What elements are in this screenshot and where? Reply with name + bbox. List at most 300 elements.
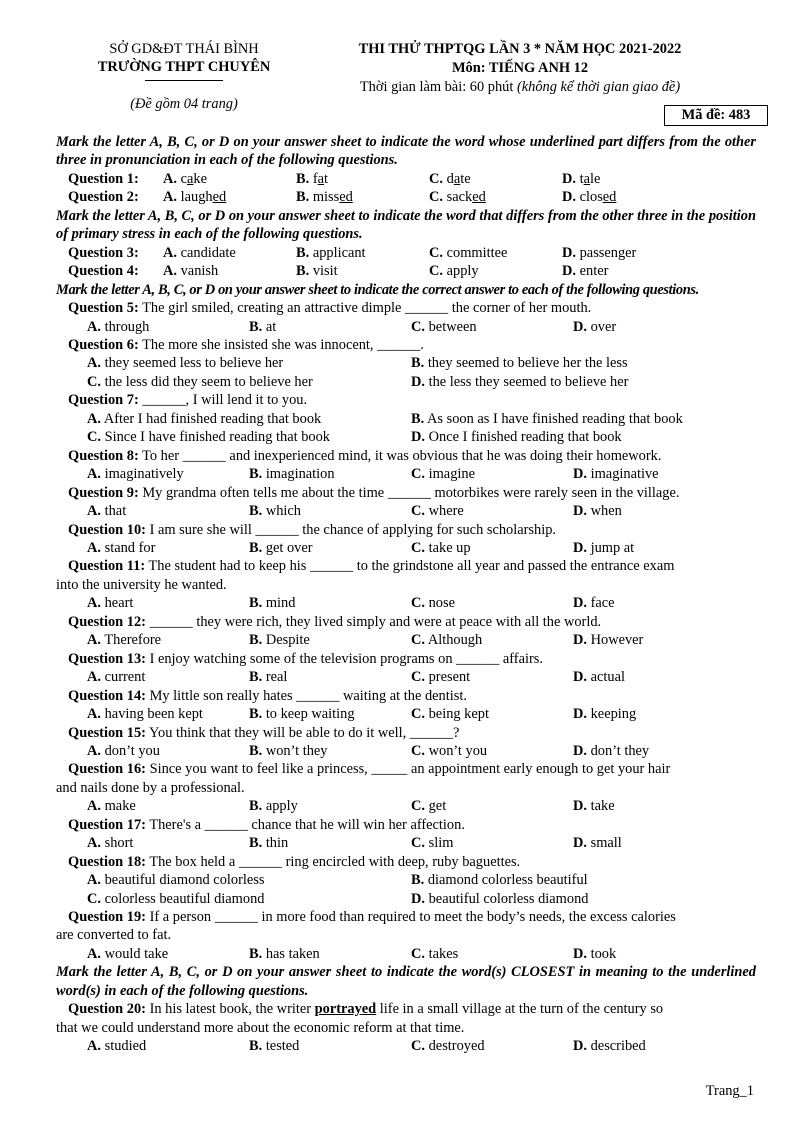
option-text: being kept xyxy=(428,706,489,723)
option-c[interactable] xyxy=(411,502,573,520)
option-c[interactable] xyxy=(429,188,562,206)
underlined-part: a xyxy=(317,170,324,187)
option-d[interactable] xyxy=(573,539,634,557)
question-9 xyxy=(56,484,756,521)
option-letter: C. xyxy=(411,595,425,612)
option-letter: B. xyxy=(296,263,310,280)
answer-options xyxy=(56,668,756,686)
question-18 xyxy=(56,853,756,908)
option-b[interactable] xyxy=(249,539,411,557)
option-letter: A. xyxy=(87,798,101,815)
option-text: real xyxy=(265,669,288,686)
option-c[interactable] xyxy=(411,594,573,612)
option-a[interactable] xyxy=(163,170,296,188)
question-text: ______ they were rich, they lived simply and were at peace with all the world. xyxy=(149,613,602,630)
option-a[interactable] xyxy=(87,945,249,963)
option-text: visit xyxy=(312,263,338,280)
option-d[interactable] xyxy=(573,797,615,815)
option-letter: B. xyxy=(411,410,425,427)
option-text: present xyxy=(428,669,471,686)
instruction-pronunciation: Mark the letter A, B, C, or D on your answer sheet to indicate the word whose underlined part differs from the other three in pronunciation in each of the following questions. xyxy=(56,134,756,169)
option-a[interactable] xyxy=(87,465,249,483)
question-3 xyxy=(56,244,756,262)
underlined-part: ed xyxy=(339,189,353,206)
option-a[interactable] xyxy=(163,262,296,280)
option-letter: C. xyxy=(429,170,443,187)
question-text: My grandma often tells me about the time ______ motorbikes were rarely seen in the village. xyxy=(142,484,680,501)
option-letter: B. xyxy=(249,669,263,686)
option-letter: A. xyxy=(163,189,177,206)
question-label: Question 18: xyxy=(68,853,146,870)
question-13 xyxy=(56,650,756,687)
option-letter: B. xyxy=(249,632,263,649)
option-a[interactable] xyxy=(87,668,249,686)
question-stem xyxy=(56,336,756,354)
question-label: Question 20: xyxy=(68,1001,146,1018)
option-d[interactable] xyxy=(573,631,643,649)
question-19 xyxy=(56,908,756,963)
option-text: applicant xyxy=(312,244,366,261)
option-letter: B. xyxy=(249,835,263,852)
option-b[interactable] xyxy=(296,170,429,188)
option-letter: D. xyxy=(573,595,587,612)
answer-options xyxy=(56,502,756,520)
question-label: Question 15: xyxy=(68,724,146,741)
option-a[interactable] xyxy=(87,594,249,612)
option-text: After I had finished reading that book xyxy=(103,410,322,427)
option-a[interactable] xyxy=(87,354,411,372)
option-text-end: le xyxy=(590,170,601,187)
question-stem: Question 20: In his latest book, the writer portrayed life in a small village at the turn of the century so xyxy=(68,1001,664,1018)
option-a[interactable] xyxy=(87,742,249,760)
option-text: would take xyxy=(104,945,169,962)
option-text: short xyxy=(104,835,134,852)
option-b[interactable]: B. tested xyxy=(249,1038,300,1055)
option-text: don’t they xyxy=(590,742,650,759)
instruction-correct-answer: Mark the letter A, B, C, or D on your answer sheet to indicate the correct answer to each of the following questions. xyxy=(56,281,699,298)
question-label: Question 14: xyxy=(68,687,146,704)
option-text: heart xyxy=(104,595,134,612)
option-text-end: te xyxy=(460,170,471,187)
option-d[interactable] xyxy=(573,502,622,520)
question-text: To her ______ and inexperienced mind, it was obvious that he was doing their homework. xyxy=(142,447,662,464)
answer-options xyxy=(56,705,756,723)
question-stem xyxy=(56,687,756,705)
option-b[interactable] xyxy=(249,705,411,723)
option-letter: B. xyxy=(411,355,425,372)
question-label: Question 11: xyxy=(68,558,146,575)
option-letter: C. xyxy=(411,835,425,852)
option-d[interactable] xyxy=(562,188,695,206)
option-letter: B. xyxy=(249,595,263,612)
instruction-closest-meaning: Mark the letter A, B, C, or D on your answer sheet to indicate the word(s) CLOSEST in meaning to the underlined word(s) in each of the following questions. xyxy=(56,964,756,999)
option-letter: C. xyxy=(429,189,443,206)
question-text: I enjoy watching some of the television programs on ______ affairs. xyxy=(149,650,543,667)
option-b[interactable] xyxy=(249,502,411,520)
option-letter: D. xyxy=(573,539,587,556)
option-letter: A. xyxy=(163,263,177,280)
answer-options xyxy=(56,465,756,483)
option-a[interactable] xyxy=(87,797,249,815)
answer-options-row xyxy=(56,871,756,889)
option-text: takes xyxy=(428,945,459,962)
option-letter: C. xyxy=(411,945,425,962)
option-d[interactable] xyxy=(573,945,616,963)
question-text: The student had to keep his ______ to the grindstone all year and passed the entrance exam xyxy=(148,558,675,575)
option-d[interactable] xyxy=(573,594,615,612)
option-letter: C. xyxy=(87,890,101,907)
option-b[interactable] xyxy=(249,945,411,963)
option-c[interactable] xyxy=(411,318,573,336)
multiple-choice-questions xyxy=(56,299,756,963)
option-text: where xyxy=(428,503,464,520)
option-d[interactable] xyxy=(573,465,659,483)
option-text: vanish xyxy=(180,263,219,280)
header-right xyxy=(320,40,720,97)
option-letter: A. xyxy=(87,539,101,556)
option-text: take xyxy=(590,798,615,815)
option-d[interactable] xyxy=(411,373,735,391)
option-c[interactable] xyxy=(411,631,573,649)
option-text: won’t they xyxy=(265,742,328,759)
option-c[interactable] xyxy=(87,890,411,908)
option-letter: B. xyxy=(249,318,263,335)
option-letter: A. xyxy=(87,706,101,723)
option-d[interactable] xyxy=(573,705,636,723)
option-text-start: t xyxy=(579,170,584,187)
question-8 xyxy=(56,447,756,484)
option-text: keeping xyxy=(590,706,637,723)
department-name: SỞ GD&ĐT THÁI BÌNH xyxy=(109,41,259,57)
option-text: the less did they seem to believe her xyxy=(104,373,313,390)
option-a[interactable] xyxy=(87,410,411,428)
option-c[interactable] xyxy=(87,428,411,446)
option-text: face xyxy=(590,595,615,612)
option-letter: D. xyxy=(573,742,587,759)
option-b[interactable] xyxy=(296,262,429,280)
question-stem xyxy=(56,853,756,871)
school-name: TRƯỜNG THPT CHUYÊN xyxy=(97,59,271,75)
question-10 xyxy=(56,521,756,558)
option-c[interactable] xyxy=(429,244,562,262)
question-stem-continued: are converted to fat. xyxy=(56,927,172,944)
question-stem-continued: and nails done by a professional. xyxy=(56,779,245,796)
question-label: Question 17: xyxy=(68,816,146,833)
question-label: Question 12: xyxy=(68,613,146,630)
question-text: If a person ______ in more food than required to meet the body’s needs, the excess calories xyxy=(149,909,676,926)
option-c[interactable] xyxy=(411,834,573,852)
option-text: imaginative xyxy=(590,466,659,483)
option-d[interactable] xyxy=(562,262,695,280)
option-letter: A. xyxy=(87,595,101,612)
answer-options xyxy=(56,945,756,963)
option-text: at xyxy=(265,318,277,335)
pages-note: (Đề gồm 04 trang) xyxy=(130,96,238,112)
option-d[interactable] xyxy=(411,890,735,908)
option-letter: C. xyxy=(411,466,425,483)
option-c[interactable] xyxy=(411,668,573,686)
option-text: Since I have finished reading that book xyxy=(104,429,330,446)
option-d[interactable] xyxy=(573,318,616,336)
option-text: imagination xyxy=(265,466,335,483)
option-text: don’t you xyxy=(104,742,160,759)
underlined-part: ed xyxy=(472,189,486,206)
question-label: Question 7: xyxy=(68,392,139,409)
option-letter: C. xyxy=(411,742,425,759)
question-label: Question 1: xyxy=(68,170,139,187)
underlined-part: ed xyxy=(212,189,227,206)
option-b[interactable] xyxy=(249,318,411,336)
option-letter: C. xyxy=(87,429,101,446)
answer-options xyxy=(56,594,756,612)
answer-options xyxy=(56,1037,756,1055)
option-letter: B. xyxy=(249,945,263,962)
question-2 xyxy=(56,188,756,206)
option-c[interactable] xyxy=(411,539,573,557)
question-stem xyxy=(56,447,756,465)
exam-code-box: Mã đề: 483 xyxy=(664,105,768,126)
option-c[interactable] xyxy=(411,742,573,760)
answer-options-row xyxy=(56,410,756,428)
option-c[interactable] xyxy=(411,797,573,815)
option-b[interactable] xyxy=(296,188,429,206)
option-b[interactable] xyxy=(249,668,411,686)
option-a[interactable] xyxy=(87,871,411,889)
option-letter: B. xyxy=(249,503,263,520)
option-a[interactable] xyxy=(87,705,249,723)
option-letter: B. xyxy=(411,872,425,889)
option-text: get over xyxy=(265,539,313,556)
option-text: having been kept xyxy=(104,706,203,723)
option-letter: D. xyxy=(573,669,587,686)
option-letter: D. xyxy=(573,706,587,723)
question-label: Question 8: xyxy=(68,447,139,464)
option-d[interactable] xyxy=(573,742,649,760)
option-d[interactable] xyxy=(573,668,625,686)
option-letter: B. xyxy=(249,706,263,723)
option-letter: D. xyxy=(573,466,587,483)
option-text: Although xyxy=(427,632,483,649)
option-letter: A. xyxy=(87,632,101,649)
question-stem xyxy=(56,391,756,409)
option-a[interactable] xyxy=(87,318,249,336)
option-text: that xyxy=(104,503,127,520)
keyword-underlined: portrayed xyxy=(314,1001,377,1018)
question-17 xyxy=(56,816,756,853)
option-a[interactable] xyxy=(163,244,296,262)
option-text-start: f xyxy=(312,170,318,187)
option-c[interactable] xyxy=(429,170,562,188)
option-text: beautiful diamond colorless xyxy=(104,872,265,889)
option-text: However xyxy=(590,632,644,649)
exam-subject: Môn: TIẾNG ANH 12 xyxy=(451,60,589,76)
option-letter: A. xyxy=(87,355,101,372)
option-letter: C. xyxy=(429,244,443,261)
option-a[interactable] xyxy=(87,502,249,520)
option-letter: D. xyxy=(411,429,425,446)
option-d[interactable] xyxy=(411,428,735,446)
question-15 xyxy=(56,724,756,761)
option-text: jump at xyxy=(590,539,635,556)
option-a[interactable] xyxy=(87,539,249,557)
header-divider xyxy=(145,80,223,81)
option-text: apply xyxy=(446,263,479,280)
question-label: Question 13: xyxy=(68,650,146,667)
question-text: My little son really hates ______ waiting at the dentist. xyxy=(149,687,467,704)
answer-options xyxy=(56,742,756,760)
option-letter: B. xyxy=(249,466,263,483)
option-letter: B. xyxy=(296,170,310,187)
option-letter: C. xyxy=(411,632,425,649)
option-letter: D. xyxy=(411,373,425,390)
option-text-end: ke xyxy=(193,170,207,187)
option-text: to keep waiting xyxy=(265,706,355,723)
question-stem xyxy=(56,760,756,778)
option-text: they seemed to believe her the less xyxy=(427,355,628,372)
option-d[interactable] xyxy=(573,834,622,852)
option-c[interactable] xyxy=(87,373,411,391)
option-text: stand for xyxy=(104,539,156,556)
option-text-start: clos xyxy=(579,189,603,206)
question-label: Question 9: xyxy=(68,484,139,501)
option-b[interactable] xyxy=(411,871,735,889)
stress-questions xyxy=(56,244,756,281)
option-letter: C. xyxy=(411,706,425,723)
question-stem-continued: that we could understand more about the economic reform at that time. xyxy=(56,1019,465,1036)
underlined-part: ed xyxy=(602,189,617,206)
answer-options-row xyxy=(56,373,756,391)
question-text: The box held a ______ ring encircled with deep, ruby baguettes. xyxy=(149,853,521,870)
option-letter: C. xyxy=(411,798,425,815)
option-b[interactable] xyxy=(249,797,411,815)
answer-options xyxy=(56,539,756,557)
option-text: the less they seemed to believe her xyxy=(428,373,629,390)
option-text: Despite xyxy=(265,632,310,649)
option-letter: A. xyxy=(87,945,101,962)
option-letter: D. xyxy=(562,244,576,261)
question-text: There's a ______ chance that he will win her affection. xyxy=(149,816,465,833)
option-b[interactable] xyxy=(411,410,735,428)
option-text: took xyxy=(590,945,617,962)
option-letter: A. xyxy=(163,170,177,187)
option-letter: C. xyxy=(429,263,443,280)
option-c[interactable] xyxy=(411,705,573,723)
option-d[interactable]: D. described xyxy=(573,1038,646,1055)
option-b[interactable] xyxy=(411,354,735,372)
option-text: slim xyxy=(428,835,454,852)
option-d[interactable] xyxy=(562,170,695,188)
question-4 xyxy=(56,262,756,280)
option-c[interactable]: C. destroyed xyxy=(411,1038,485,1055)
question-label: Question 16: xyxy=(68,761,146,778)
option-text: take up xyxy=(428,539,471,556)
answer-options-row xyxy=(56,890,756,908)
option-b[interactable] xyxy=(249,631,411,649)
option-letter: A. xyxy=(87,466,101,483)
option-c[interactable] xyxy=(429,262,562,280)
option-letter: C. xyxy=(411,503,425,520)
option-text: make xyxy=(104,798,136,815)
question-7 xyxy=(56,391,756,446)
question-text: I am sure she will ______ the chance of applying for such scholarship. xyxy=(149,521,557,538)
option-letter: A. xyxy=(87,318,101,335)
option-letter: D. xyxy=(573,503,587,520)
option-letter: D. xyxy=(573,318,587,335)
option-text-start: d xyxy=(446,170,454,187)
option-letter: D. xyxy=(573,632,587,649)
option-letter: C. xyxy=(411,539,425,556)
option-text: through xyxy=(104,318,150,335)
question-12 xyxy=(56,613,756,650)
option-text: enter xyxy=(579,263,609,280)
question-label: Question 3: xyxy=(68,244,139,261)
question-stem xyxy=(56,908,756,926)
option-text-end: t xyxy=(324,170,328,187)
question-stem xyxy=(56,613,756,631)
option-letter: B. xyxy=(249,798,263,815)
option-text: over xyxy=(590,318,617,335)
option-text: when xyxy=(590,503,622,520)
option-letter: D. xyxy=(411,890,425,907)
question-stem xyxy=(56,299,756,317)
option-b[interactable] xyxy=(249,742,411,760)
option-text: candidate xyxy=(180,244,236,261)
question-14 xyxy=(56,687,756,724)
question-text: You think that they will be able to do it well, ______? xyxy=(149,724,460,741)
option-text: apply xyxy=(265,798,298,815)
option-text-start: miss xyxy=(312,189,340,206)
question-label: Question 2: xyxy=(68,189,139,206)
option-text: passenger xyxy=(579,244,637,261)
option-b[interactable] xyxy=(249,465,411,483)
option-letter: A. xyxy=(87,669,101,686)
option-a[interactable] xyxy=(87,631,249,649)
option-a[interactable]: A. studied xyxy=(87,1038,147,1055)
question-label: Question 10: xyxy=(68,521,146,538)
option-a[interactable] xyxy=(87,834,249,852)
question-text: The girl smiled, creating an attractive dimple ______ the corner of her mouth. xyxy=(142,300,592,317)
option-b[interactable] xyxy=(249,594,411,612)
question-5 xyxy=(56,299,756,336)
underlined-part: a xyxy=(187,170,194,187)
option-b[interactable] xyxy=(296,244,429,262)
option-a[interactable] xyxy=(163,188,296,206)
option-letter: D. xyxy=(573,798,587,815)
option-c[interactable] xyxy=(411,465,573,483)
option-text: nose xyxy=(428,595,455,612)
option-text: imaginatively xyxy=(104,466,184,483)
option-d[interactable] xyxy=(562,244,695,262)
option-b[interactable] xyxy=(249,834,411,852)
option-text: diamond colorless beautiful xyxy=(427,872,588,889)
underlined-part: a xyxy=(583,170,590,187)
option-c[interactable] xyxy=(411,945,573,963)
option-text: Therefore xyxy=(104,632,162,649)
question-text: The more she insisted she was innocent, ______. xyxy=(142,336,424,353)
question-stem-continued: into the university he wanted. xyxy=(56,576,227,593)
question-text: ______, I will lend it to you. xyxy=(142,392,308,409)
answer-options-row xyxy=(56,428,756,446)
question-16 xyxy=(56,760,756,815)
exam-time: Thời gian làm bài: 60 phút (không kể thời gian giao đề) xyxy=(359,79,681,95)
question-stem xyxy=(56,557,756,575)
option-text: between xyxy=(428,318,477,335)
option-letter: C. xyxy=(87,373,101,390)
option-letter: D. xyxy=(573,835,587,852)
question-20 xyxy=(56,1000,756,1055)
option-letter: A. xyxy=(87,742,101,759)
option-text-start: laugh xyxy=(180,189,213,206)
